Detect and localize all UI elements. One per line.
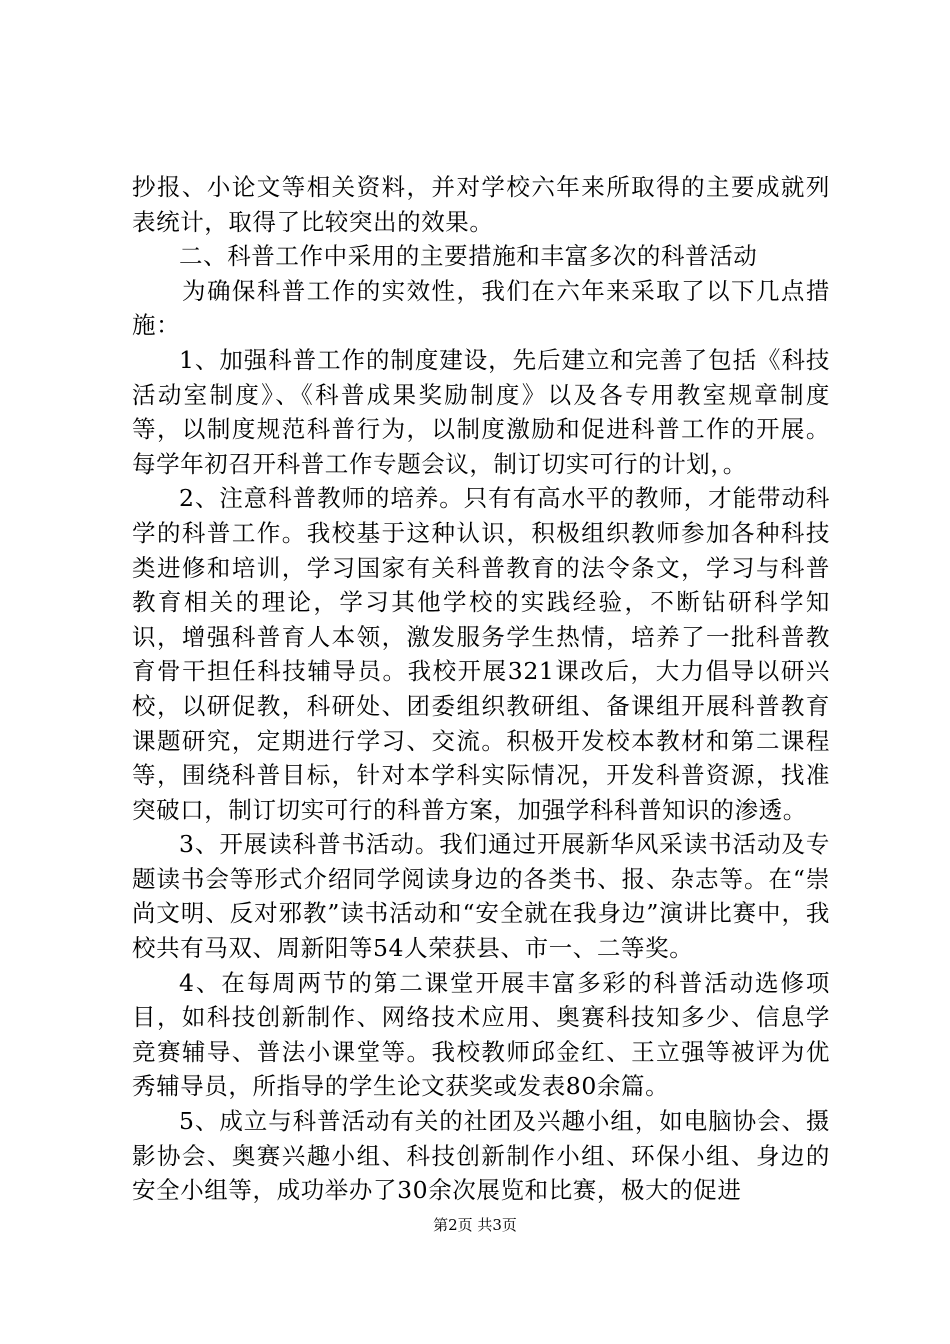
paragraph-continuation: 抄报、小论文等相关资料，并对学校六年来所取得的主要成就列表统计，取得了比较突出的效果。	[132, 173, 830, 236]
section-heading: 二、科普工作中采用的主要措施和丰富多次的科普活动	[179, 242, 758, 271]
paragraph-item-4: 4、在每周两节的第二课堂开展丰富多彩的科普活动选修项目，如科技创新制作、网络技术应用、奥赛科技知多少、信息学竞赛辅导、普法小课堂等。我校教师邱金红、王立强等被评为优秀辅导员，所指导的学生论文获奖或发表80余篇。	[132, 968, 830, 1101]
paragraph-item-5: 5、成立与科普活动有关的社团及兴趣小组，如电脑协会、摄影协会、奥赛兴趣小组、科技创新制作小组、环保小组、身边的安全小组等，成功举办了30余次展览和比赛，极大的促进	[132, 1107, 830, 1205]
paragraph-item-3: 3、开展读科普书活动。我们通过开展新华风采读书活动及专题读书会等形式介绍同学阅读身边的各类书、报、杂志等。在“崇尚文明、反对邪教”读书活动和“安全就在我身边”演讲比赛中，我校共有马双、周新阳等54人荣获县、市一、二等奖。	[132, 830, 830, 963]
paragraph-intro: 为确保科普工作的实效性，我们在六年来采取了以下几点措施：	[132, 276, 830, 340]
paragraph-item-2: 2、注意科普教师的培养。只有有高水平的教师，才能带动科学的科普工作。我校基于这种认识，积极组织教师参加各种科技类进修和培训，学习国家有关科普教育的法令条文，学习与科普教育相关的理论，学习其他学校的实践经验，不断钻研科学知识，增强科普育人本领，激发服务学生热情，培养了一批科普教育骨干担任科技辅导员。我校开展321课改后，大力倡导以研兴校，以研促教，科研处、团委组织教研组、备课组开展科普教育课题研究，定期进行学习、交流。积极开发校本教材和第二课程等，围绕科普目标，针对本学科实际情况，开发科普资源，找准突破口，制订切实可行的科普方案，加强学科科普知识的渗透。	[132, 484, 830, 824]
document-body	[132, 170, 830, 1208]
page-number-footer: 第2页 共3页	[433, 1216, 517, 1234]
paragraph-item-1: 1、加强科普工作的制度建设，先后建立和完善了包括《科技活动室制度》、《科普成果奖励制度》以及各专用教室规章制度等，以制度规范科普行为，以制度激励和促进科普工作的开展。每学年初召开科普工作专题会议，制订切实可行的计划，。	[132, 345, 830, 478]
